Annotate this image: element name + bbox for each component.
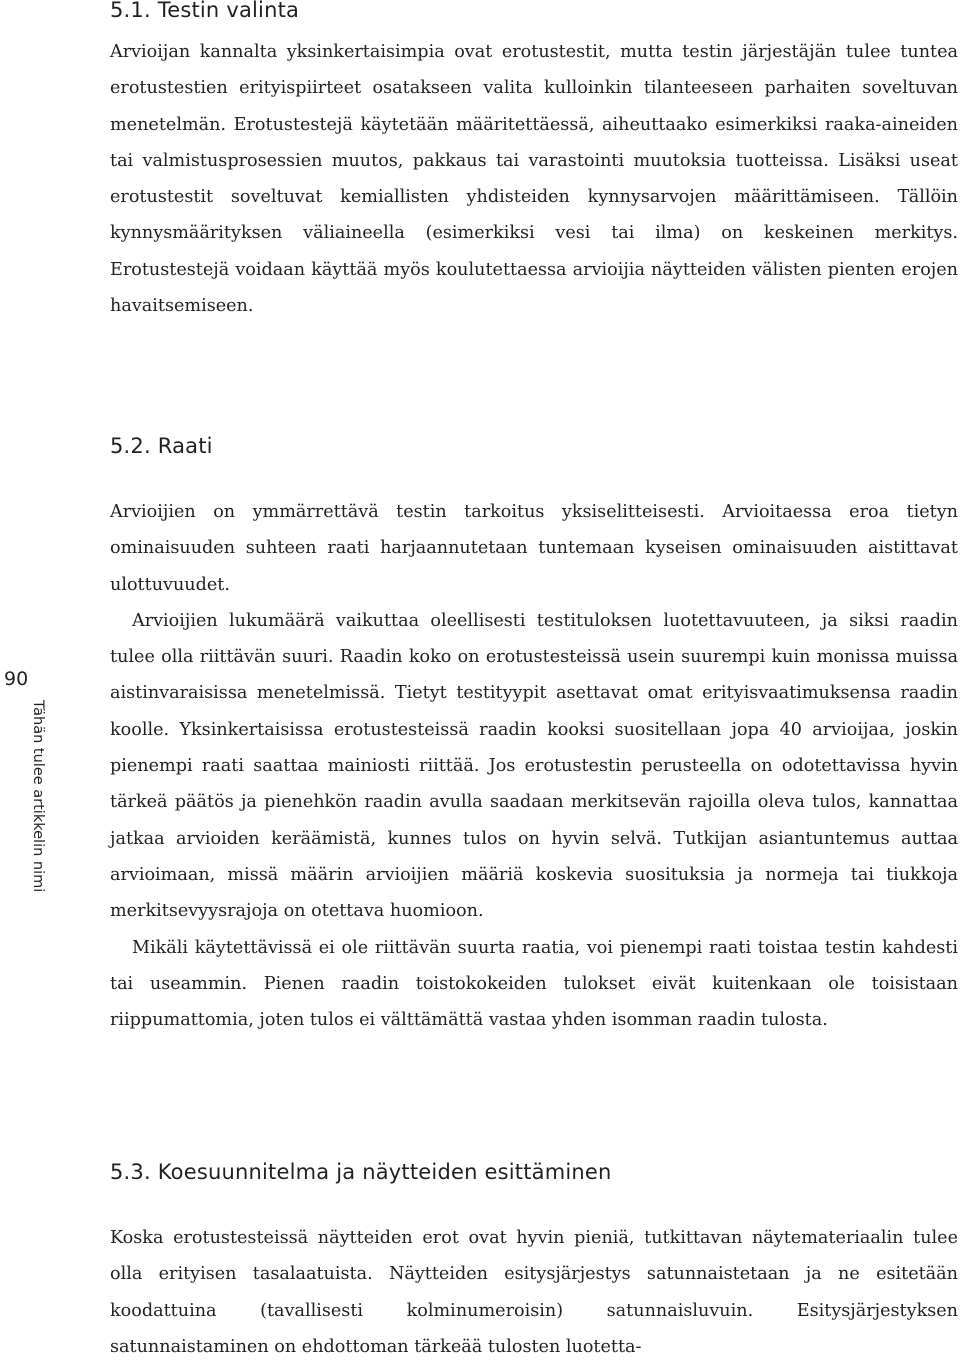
page-margin: [0, 660, 44, 930]
running-title: Tähän tulee artikkelin nimi: [30, 700, 46, 893]
paragraph: Arvioijien on ymmärrettävä testin tarkoitus yksiselitteisesti. Arvioitaessa eroa tietyn ominaisuuden suhteen raati harjaannutetaan tuntemaan kyseisen ominaisuuden aistittavat ulottuvuudet.: [110, 502, 958, 595]
section-heading: 5.2. Raati: [110, 434, 213, 458]
section-heading: 5.3. Koesuunnitelma ja näytteiden esittäminen: [110, 1160, 612, 1184]
section-heading: 5.1. Testin valinta: [110, 0, 300, 22]
section-body: [110, 494, 958, 1038]
paragraph: Arvioijien lukumäärä vaikuttaa oleellisesti testituloksen luotettavuuteen, ja siksi raadin tulee olla riittävän suuri. Raadin koko on erotustesteissä usein suurempi kuin monissa muissa aistinvaraisissa menetelmissä. Tietyt testityypit asettavat omat erityisvaatimuksensa raadin koolle. Yksinkertaisissa erotustesteissä raadin kooksi suositellaan jopa 40 arvioijaa, joskin pienempi raati saattaa mainiosti riittää. Jos erotustestin perusteella on odotettavissa hyvin tärkeä päätös ja pienehkön raadin avulla saadaan merkitsevän rajoilla oleva tulos, kannattaa jatkaa arvioiden keräämistä, kunnes tulos on hyvin selvä. Tutkijan asiantuntemus auttaa arvioimaan, missä määrin arvioijien määriä koskevia suosituksia ja normeja tai tiukkoja merkitsevyysrajoja on otettava huomioon.: [110, 610, 958, 922]
paragraph: Koska erotustesteissä näytteiden erot ovat hyvin pieniä, tutkittavan näytemateriaalin tulee olla erityisen tasalaatuista. Näytteiden esitysjärjestys satunnaistetaan ja ne esitetään koodattuina (tavallisesti kolminumeroisin) satunnaisluvuin. Esitysjärjestyksen satunnaistaminen on ehdottoman tärkeää tulosten luotetta-: [110, 1228, 958, 1357]
paragraph: Arvioijan kannalta yksinkertaisimpia ovat erotustestit, mutta testin järjestäjän tulee tuntea erotustestien erityispiirteet osatakseen valita kulloinkin tilanteeseen parhaiten soveltuvan menetelmän. Erotustestejä käytetään määritettäessä, aiheuttaako esimerkiksi raaka-aineiden tai valmistusprosessien muutos, pakkaus tai varastointi muutoksia tuotteissa. Lisäksi useat erotustestit soveltuvat kemiallisten yhdisteiden kynnysarvojen määrittämiseen. Tällöin kynnysmäärityksen väliaineella (esimerkiksi vesi tai ilma) on keskeinen merkitys. Erotustestejä voidaan käyttää myös koulutettaessa arvioijia näytteiden välisten pienten erojen havaitsemiseen.: [110, 42, 958, 317]
section-body: [110, 34, 958, 324]
paragraph: Mikäli käytettävissä ei ole riittävän suurta raatia, voi pienempi raati toistaa testin kahdesti tai useammin. Pienen raadin toistokokeiden tulokset eivät kuitenkaan ole toisistaan riippumattomia, joten tulos ei välttämättä vastaa yhden isomman raadin tulosta.: [110, 937, 958, 1031]
page-number: 90: [4, 668, 29, 690]
section-body: [110, 1220, 958, 1365]
